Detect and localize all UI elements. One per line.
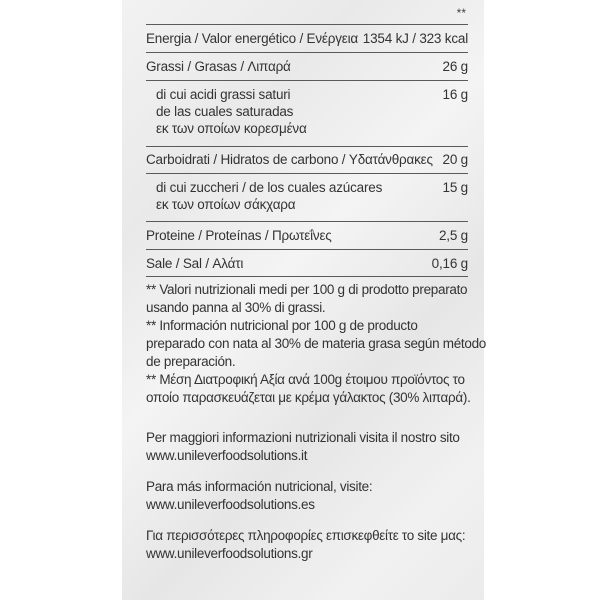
info-text: Per maggiori informazioni nutrizionali visita il nostro sito [146, 430, 460, 445]
label-line: εκ των οποίων σάκχαρα [156, 197, 296, 212]
label-line: di cui zuccheri / de los cuales azúcares [156, 180, 383, 195]
info-greece [146, 527, 486, 563]
label-line: de las cuales saturadas [156, 104, 294, 119]
nutrient-label: Grassi / Grasas / Λιπαρά [146, 59, 291, 74]
header-stars: ** [456, 6, 466, 20]
divider [146, 173, 468, 174]
nutrient-row-sugars [146, 179, 468, 213]
info-italy [146, 429, 486, 465]
footnote-line: preparado con nata al 30% de materia grasa según método [146, 336, 486, 351]
divider [146, 80, 468, 81]
nutrient-label: Proteine / Proteínas / Πρωτεΐνες [146, 228, 332, 243]
divider [146, 221, 468, 222]
info-text: Για περισσότερες πληροφορίες επισκεφθείτε το site μας: [146, 528, 466, 543]
nutrient-row-saturates [146, 86, 468, 137]
divider [146, 24, 468, 25]
nutrient-value: 0,16 g [431, 256, 468, 271]
divider [146, 249, 468, 250]
nutrient-value: 1354 kJ / 323 kcal [362, 31, 468, 46]
info-text: Para más información nutricional, visite: [146, 479, 373, 494]
nutrient-label: Carboidrati / Hidratos de carbono / Υδατάνθρακες [146, 152, 433, 167]
info-url[interactable]: www.unileverfoodsolutions.it [146, 448, 308, 463]
nutrient-label [146, 179, 382, 213]
nutrient-row-protein [146, 227, 468, 244]
info-url[interactable]: www.unileverfoodsolutions.es [146, 497, 315, 512]
nutrient-value: 26 g [442, 59, 468, 74]
divider [146, 146, 468, 147]
nutrient-label [146, 86, 307, 137]
nutrient-row-carbohydrate [146, 151, 468, 168]
info-spain [146, 478, 486, 514]
nutrient-row-salt [146, 255, 468, 272]
footnote-line: ** Valori nutrizionali medi per 100 g di prodotto preparato [146, 282, 468, 297]
nutrient-row-energy [146, 30, 468, 47]
nutrient-label: Energia / Valor energético / Ενέργεια [146, 31, 358, 46]
footnotes [146, 281, 486, 407]
nutrient-value: 2,5 g [438, 228, 468, 243]
nutrient-row-fat [146, 58, 468, 75]
footnote-line: οποίο παρασκευάζεται με κρέμα γάλακτος (30% λιπαρά). [146, 390, 471, 405]
nutrient-value: 15 g [442, 180, 468, 195]
nutrient-label: Sale / Sal / Αλάτι [146, 256, 244, 271]
footnote-line: usando panna al 30% di grassi. [146, 300, 326, 315]
footnote-line: de preparación. [146, 354, 236, 369]
label-line: εκ των οποίων κορεσμένα [156, 121, 307, 136]
info-url[interactable]: www.unileverfoodsolutions.gr [146, 546, 313, 561]
divider [146, 276, 468, 277]
label-line: di cui acidi grassi saturi [156, 87, 291, 102]
nutrient-value: 16 g [442, 87, 468, 102]
nutrient-value: 20 g [442, 152, 468, 167]
footnote-line: ** Información nutricional por 100 g de producto [146, 318, 418, 333]
footnote-line: ** Μέση Διατροφική Αξία ανά 100g έτοιμου προϊόντος το [146, 372, 465, 387]
divider [146, 52, 468, 53]
